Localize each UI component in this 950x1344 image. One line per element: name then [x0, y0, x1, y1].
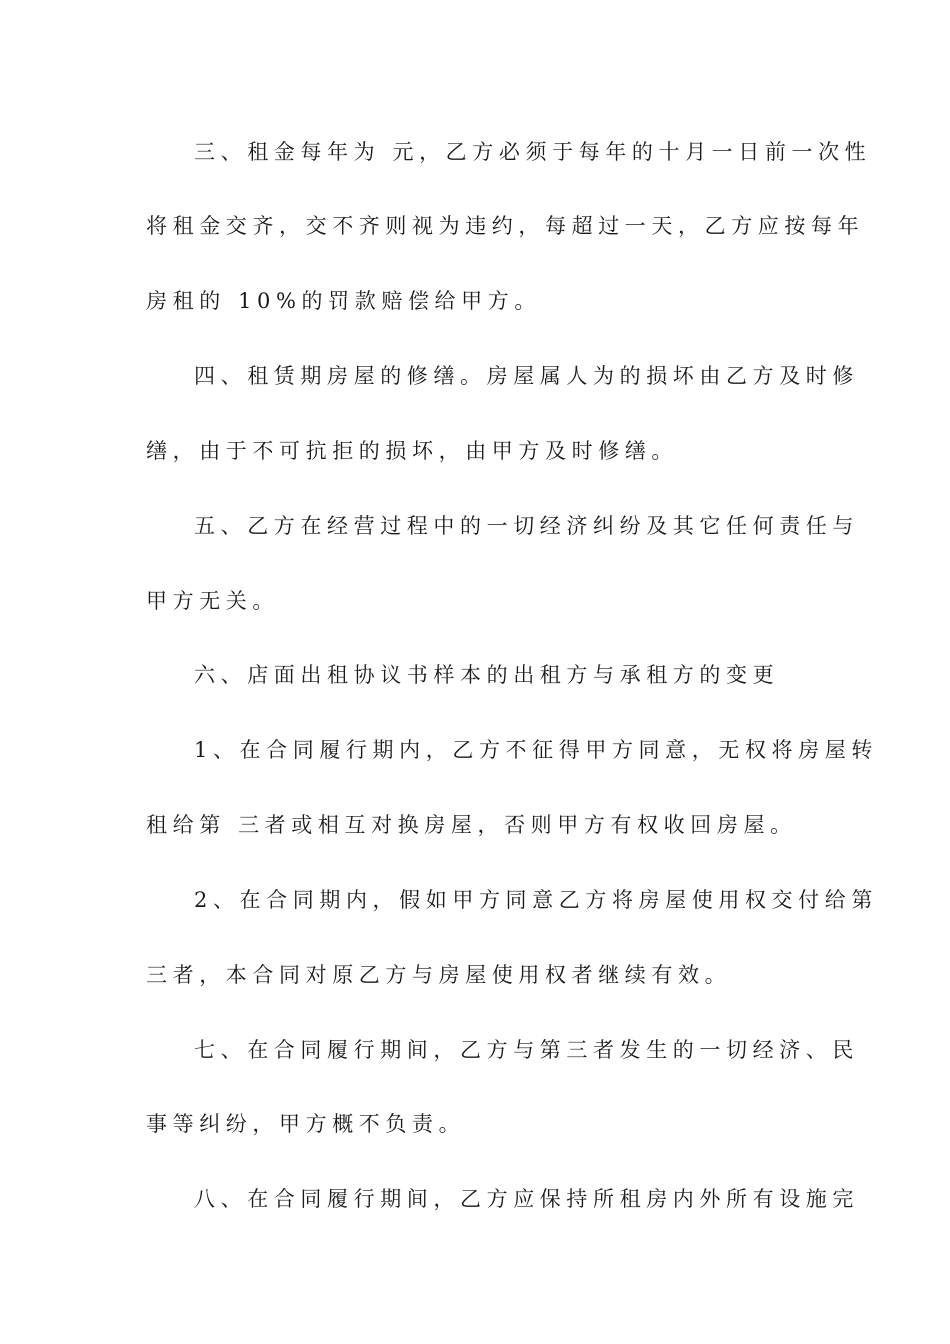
paragraph-line-third-party-disputes: 七、在合同履行期间，乙方与第三者发生的一切经济、民 — [194, 1038, 859, 1062]
section-heading-party-change: 六、店面出租协议书样本的出租方与承租方的变更 — [194, 663, 780, 687]
paragraph-line-sublease: 1、在合同履行期内，乙方不征得甲方同意，无权将房屋转 — [194, 738, 878, 762]
paragraph-line-repair-force-majeure: 缮，由于不可抗拒的损坏，由甲方及时修缮。 — [146, 439, 678, 463]
paragraph-line-facility-maintenance: 八、在合同履行期间，乙方应保持所租房内外所有设施完 — [194, 1187, 859, 1211]
paragraph-line-liability: 五、乙方在经营过程中的一切经济纠纷及其它任何责任与 — [194, 514, 859, 538]
paragraph-line-rent-amount: 三、租金每年为 元，乙方必须于每年的十月一日前一次性 — [194, 140, 872, 164]
paragraph-line-rent-payment: 将租金交齐，交不齐则视为违约，每超过一天，乙方应按每年 — [146, 214, 865, 238]
paragraph-line-third-party-disputes-end: 事等纠纷，甲方概不负责。 — [146, 1112, 466, 1136]
paragraph-line-repair-terms: 四、租赁期房屋的修缮。房屋属人为的损坏由乙方及时修 — [194, 364, 859, 388]
paragraph-line-transfer-end: 三者，本合同对原乙方与房屋使用权者继续有效。 — [146, 963, 732, 987]
paragraph-line-sublease-end: 租给第 三者或相互对换房屋，否则甲方有权收回房屋。 — [146, 813, 797, 837]
paragraph-line-liability-end: 甲方无关。 — [146, 589, 279, 613]
paragraph-line-rent-penalty: 房租的 10%的罚款赔偿给甲方。 — [146, 289, 541, 313]
paragraph-line-transfer: 2、在合同期内，假如甲方同意乙方将房屋使用权交付给第 — [194, 888, 878, 912]
